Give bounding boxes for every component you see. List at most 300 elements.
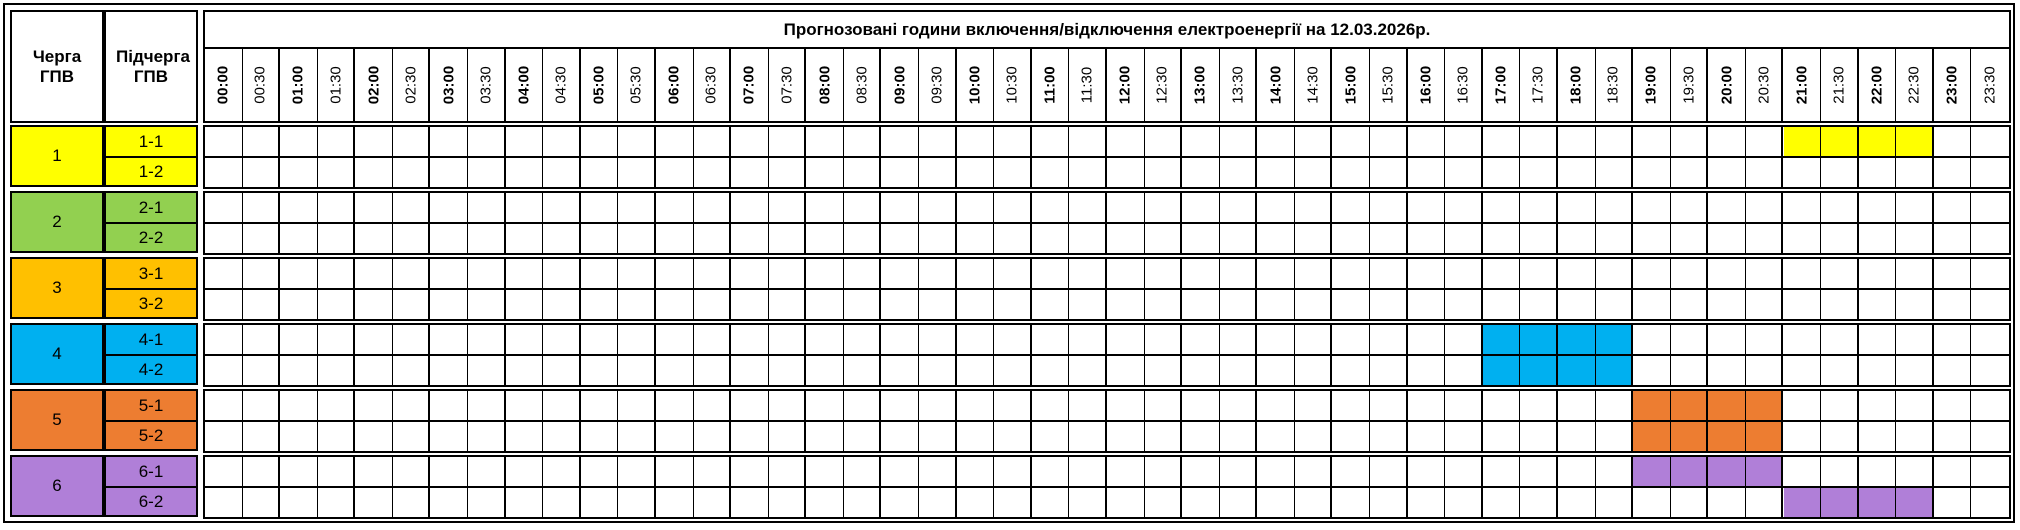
time-slot (844, 488, 882, 517)
time-slot (468, 127, 506, 156)
time-slot (694, 127, 732, 156)
time-slot (1182, 193, 1220, 222)
time-slot (205, 488, 243, 517)
time-slot (1671, 259, 1709, 288)
time-slot (1107, 193, 1145, 222)
time-tick (1859, 48, 1897, 121)
time-slot (731, 356, 769, 385)
time-slot (1483, 391, 1521, 420)
schedule-row (203, 455, 2011, 488)
time-tick-label: 12:30 (1153, 65, 1171, 104)
time-slot (1257, 127, 1295, 156)
time-slot (806, 224, 844, 253)
time-slot (957, 356, 995, 385)
time-slot (243, 259, 281, 288)
time-slot (1032, 457, 1070, 486)
subqueue-cell (104, 455, 198, 488)
time-slot (806, 488, 844, 517)
time-slot (844, 158, 882, 187)
time-slot (1333, 224, 1371, 253)
subqueue-cell (104, 288, 198, 319)
time-slot (844, 457, 882, 486)
time-slot (1596, 290, 1634, 319)
time-slot (1445, 356, 1483, 385)
time-slot (1257, 325, 1295, 354)
time-slot (1708, 356, 1746, 385)
time-slot (844, 193, 882, 222)
subqueue-label: 2-2 (138, 227, 164, 247)
time-slot (1220, 325, 1258, 354)
outage-slot (1520, 325, 1558, 354)
time-slot (1671, 193, 1709, 222)
time-slot (1934, 290, 1972, 319)
time-tick (393, 48, 431, 121)
time-slot (806, 158, 844, 187)
time-slot (1859, 356, 1897, 385)
time-tick-label: 19:30 (1680, 65, 1698, 104)
time-tick (656, 48, 694, 121)
time-tick-label: 21:30 (1830, 65, 1848, 104)
time-tick-label: 20:30 (1755, 65, 1773, 104)
time-slot (1333, 193, 1371, 222)
time-slot (506, 422, 544, 451)
time-slot (1145, 488, 1183, 517)
time-tick-label: 16:30 (1454, 65, 1472, 104)
time-slot (243, 422, 281, 451)
time-slot (1333, 488, 1371, 517)
time-slot (1145, 457, 1183, 486)
time-slot (468, 422, 506, 451)
time-slot (731, 457, 769, 486)
time-slot (1633, 224, 1671, 253)
queue-cell (10, 455, 104, 517)
time-slot (1896, 158, 1934, 187)
time-tick-label: 23:30 (1981, 65, 1999, 104)
time-tick (731, 48, 769, 121)
queue-cell (10, 125, 104, 187)
time-tick-label: 03:00 (440, 65, 458, 104)
time-slot (1821, 158, 1859, 187)
time-slot (731, 488, 769, 517)
time-slot (844, 356, 882, 385)
time-slot (1445, 290, 1483, 319)
time-slot (581, 224, 619, 253)
time-slot (205, 158, 243, 187)
time-slot (280, 391, 318, 420)
time-slot (355, 356, 393, 385)
queue-label: 5 (52, 410, 62, 429)
time-slot (1220, 391, 1258, 420)
time-slot (618, 325, 656, 354)
schedule-row (203, 354, 2011, 387)
time-slot (581, 193, 619, 222)
time-tick-label: 05:30 (627, 65, 645, 104)
time-slot (1107, 259, 1145, 288)
time-slot (882, 259, 920, 288)
time-slot (1896, 290, 1934, 319)
time-slot (506, 325, 544, 354)
time-slot (1107, 127, 1145, 156)
time-slot (1069, 224, 1107, 253)
time-slot (769, 193, 807, 222)
time-slot (355, 127, 393, 156)
time-slot (318, 356, 356, 385)
time-slot (1633, 158, 1671, 187)
subqueue-label: 6-1 (138, 461, 164, 481)
time-slot (806, 457, 844, 486)
time-slot (656, 158, 694, 187)
time-slot (581, 422, 619, 451)
subqueue-cell (104, 125, 198, 158)
time-slot (1558, 457, 1596, 486)
time-slot (1896, 325, 1934, 354)
time-slot (1220, 127, 1258, 156)
time-tick-label: 17:00 (1492, 65, 1510, 104)
time-tick-label: 03:30 (477, 65, 495, 104)
time-slot (731, 193, 769, 222)
schedule-title: Прогнозовані години включення/відключення електроенергії на 12.03.2026р. (783, 20, 1431, 39)
time-slot (882, 457, 920, 486)
time-tick (1295, 48, 1333, 121)
time-slot (1257, 224, 1295, 253)
time-slot (431, 356, 469, 385)
time-slot (243, 325, 281, 354)
time-tick-label: 18:30 (1604, 65, 1622, 104)
time-slot (581, 259, 619, 288)
outage-slot (1784, 488, 1822, 517)
time-slot (1708, 259, 1746, 288)
time-slot (919, 391, 957, 420)
time-slot (1370, 290, 1408, 319)
time-slot (506, 259, 544, 288)
time-slot (844, 325, 882, 354)
time-tick (1107, 48, 1145, 121)
time-tick (1934, 48, 1972, 121)
time-slot (581, 325, 619, 354)
time-slot (1220, 422, 1258, 451)
time-tick (1971, 48, 2009, 121)
queue-cell (10, 191, 104, 253)
time-slot (1971, 158, 2009, 187)
time-slot (1295, 224, 1333, 253)
time-slot (957, 158, 995, 187)
time-tick-label: 13:30 (1229, 65, 1247, 104)
time-slot (1896, 259, 1934, 288)
time-slot (618, 356, 656, 385)
time-slot (280, 290, 318, 319)
queue-cell (10, 323, 104, 385)
time-slot (1408, 224, 1446, 253)
time-slot (957, 193, 995, 222)
time-slot (656, 488, 694, 517)
time-slot (1107, 325, 1145, 354)
time-slot (1257, 158, 1295, 187)
time-slot (994, 325, 1032, 354)
time-slot (1708, 224, 1746, 253)
time-slot (1971, 127, 2009, 156)
subqueue-cell (104, 222, 198, 253)
time-tick (1821, 48, 1859, 121)
time-slot (1257, 290, 1295, 319)
time-tick-label: 17:30 (1529, 65, 1547, 104)
time-slot (769, 127, 807, 156)
time-slot (994, 259, 1032, 288)
outage-slot (1596, 356, 1634, 385)
time-tick-label: 19:00 (1642, 65, 1660, 104)
time-slot (769, 325, 807, 354)
time-tick-label: 11:00 (1041, 65, 1059, 104)
time-slot (280, 356, 318, 385)
time-slot (1934, 488, 1972, 517)
time-slot (1445, 457, 1483, 486)
time-slot (806, 193, 844, 222)
time-slot (355, 224, 393, 253)
time-slot (1520, 422, 1558, 451)
time-slot (1708, 127, 1746, 156)
time-slot (1896, 391, 1934, 420)
time-tick-label: 15:00 (1342, 65, 1360, 104)
time-tick-label: 09:30 (928, 65, 946, 104)
time-slot (769, 158, 807, 187)
time-slot (1182, 457, 1220, 486)
time-slot (882, 127, 920, 156)
time-slot (731, 127, 769, 156)
time-slot (1032, 158, 1070, 187)
time-tick-label: 00:00 (214, 65, 232, 104)
time-slot (1671, 290, 1709, 319)
time-slot (1784, 457, 1822, 486)
time-slot (1558, 422, 1596, 451)
time-slot (1708, 193, 1746, 222)
time-slot (731, 158, 769, 187)
time-slot (1408, 127, 1446, 156)
time-slot (618, 193, 656, 222)
time-slot (468, 193, 506, 222)
schedule-row (203, 420, 2011, 453)
time-tick-label: 13:00 (1191, 65, 1209, 104)
time-slot (994, 422, 1032, 451)
time-slot (506, 356, 544, 385)
outage-slot (1859, 127, 1897, 156)
time-tick (1708, 48, 1746, 121)
time-slot (1370, 457, 1408, 486)
subqueue-label: 3-1 (138, 263, 164, 283)
time-tick (1896, 48, 1934, 121)
time-slot (1934, 325, 1972, 354)
outage-slot (1708, 457, 1746, 486)
time-tick-label: 06:30 (702, 65, 720, 104)
time-slot (1784, 193, 1822, 222)
time-slot (769, 457, 807, 486)
time-slot (882, 325, 920, 354)
time-slot (1971, 457, 2009, 486)
time-tick-label: 15:30 (1379, 65, 1397, 104)
time-slot (1784, 158, 1822, 187)
schedule-row (203, 156, 2011, 189)
time-tick (806, 48, 844, 121)
time-slot (1069, 259, 1107, 288)
time-slot (1220, 158, 1258, 187)
time-slot (1295, 457, 1333, 486)
time-tick (1032, 48, 1070, 121)
time-slot (1295, 259, 1333, 288)
time-slot (618, 391, 656, 420)
time-slot (205, 290, 243, 319)
time-slot (280, 224, 318, 253)
time-slot (581, 127, 619, 156)
time-slot (1145, 391, 1183, 420)
outage-slot (1821, 488, 1859, 517)
time-slot (1445, 158, 1483, 187)
schedule-row (203, 486, 2011, 519)
time-slot (1859, 193, 1897, 222)
time-slot (1069, 325, 1107, 354)
queue-cell (10, 257, 104, 319)
time-slot (1746, 325, 1784, 354)
time-slot (1896, 356, 1934, 385)
time-slot (694, 356, 732, 385)
time-slot (1445, 127, 1483, 156)
queue-label: 3 (52, 278, 62, 297)
time-tick-label: 18:00 (1567, 65, 1585, 104)
time-slot (205, 224, 243, 253)
time-tick (1596, 48, 1634, 121)
time-slot (1295, 193, 1333, 222)
time-slot (1859, 457, 1897, 486)
time-tick (506, 48, 544, 121)
time-slot (1182, 224, 1220, 253)
time-tick (1671, 48, 1709, 121)
time-slot (1069, 422, 1107, 451)
time-slot (1520, 290, 1558, 319)
time-slot (1220, 224, 1258, 253)
time-slot (844, 290, 882, 319)
time-slot (1182, 158, 1220, 187)
time-tick (543, 48, 581, 121)
schedule-row (203, 288, 2011, 321)
time-slot (1370, 259, 1408, 288)
time-slot (506, 127, 544, 156)
time-slot (1558, 290, 1596, 319)
time-tick-label: 20:00 (1718, 65, 1736, 104)
time-slot (1934, 457, 1972, 486)
time-slot (806, 259, 844, 288)
time-slot (618, 158, 656, 187)
time-slot (656, 457, 694, 486)
time-slot (656, 127, 694, 156)
time-slot (431, 127, 469, 156)
time-slot (1971, 391, 2009, 420)
time-slot (1069, 290, 1107, 319)
time-slot (1934, 224, 1972, 253)
time-slot (1821, 457, 1859, 486)
time-tick (468, 48, 506, 121)
time-slot (1032, 224, 1070, 253)
time-slot (1558, 391, 1596, 420)
subqueue-cell (104, 156, 198, 187)
time-slot (1821, 290, 1859, 319)
time-slot (543, 356, 581, 385)
time-slot (656, 193, 694, 222)
time-slot (1708, 158, 1746, 187)
time-slot (994, 488, 1032, 517)
time-slot (543, 391, 581, 420)
time-slot (1370, 356, 1408, 385)
time-slot (1408, 193, 1446, 222)
time-slot (1257, 391, 1295, 420)
time-tick-label: 00:30 (251, 65, 269, 104)
time-slot (769, 224, 807, 253)
time-slot (431, 290, 469, 319)
time-slot (1596, 422, 1634, 451)
time-slot (1859, 158, 1897, 187)
time-slot (1145, 422, 1183, 451)
time-slot (355, 290, 393, 319)
time-slot (243, 290, 281, 319)
time-slot (318, 391, 356, 420)
time-slot (1746, 259, 1784, 288)
time-slot (1784, 259, 1822, 288)
time-tick (1182, 48, 1220, 121)
time-slot (205, 259, 243, 288)
time-tick-label: 16:00 (1417, 65, 1435, 104)
time-slot (543, 422, 581, 451)
time-slot (1220, 193, 1258, 222)
time-slot (506, 457, 544, 486)
time-slot (1445, 259, 1483, 288)
time-slot (1859, 224, 1897, 253)
time-slot (1633, 127, 1671, 156)
time-slot (1182, 290, 1220, 319)
time-slot (731, 259, 769, 288)
time-slot (1295, 290, 1333, 319)
time-slot (506, 193, 544, 222)
time-slot (1257, 193, 1295, 222)
time-tick-label: 12:00 (1116, 65, 1134, 104)
time-slot (1934, 158, 1972, 187)
outage-slot (1483, 325, 1521, 354)
time-slot (1333, 325, 1371, 354)
time-tick-label: 09:00 (891, 65, 909, 104)
time-slot (1558, 488, 1596, 517)
time-slot (393, 325, 431, 354)
time-slot (994, 391, 1032, 420)
time-tick-label: 07:30 (778, 65, 796, 104)
time-slot (243, 224, 281, 253)
time-slot (205, 457, 243, 486)
time-slot (468, 224, 506, 253)
outage-slot (1859, 488, 1897, 517)
time-tick (1408, 48, 1446, 121)
time-slot (1859, 391, 1897, 420)
schedule-row (203, 323, 2011, 356)
time-slot (1370, 422, 1408, 451)
time-slot (1558, 158, 1596, 187)
time-slot (1971, 224, 2009, 253)
schedule-row (203, 222, 2011, 255)
time-slot (205, 325, 243, 354)
time-slot (393, 356, 431, 385)
time-tick-label: 07:00 (740, 65, 758, 104)
subqueue-cell (104, 420, 198, 451)
time-slot (393, 422, 431, 451)
time-slot (1295, 422, 1333, 451)
time-slot (1145, 290, 1183, 319)
time-slot (1107, 422, 1145, 451)
time-slot (1520, 391, 1558, 420)
outage-slot (1746, 391, 1784, 420)
time-slot (1596, 224, 1634, 253)
